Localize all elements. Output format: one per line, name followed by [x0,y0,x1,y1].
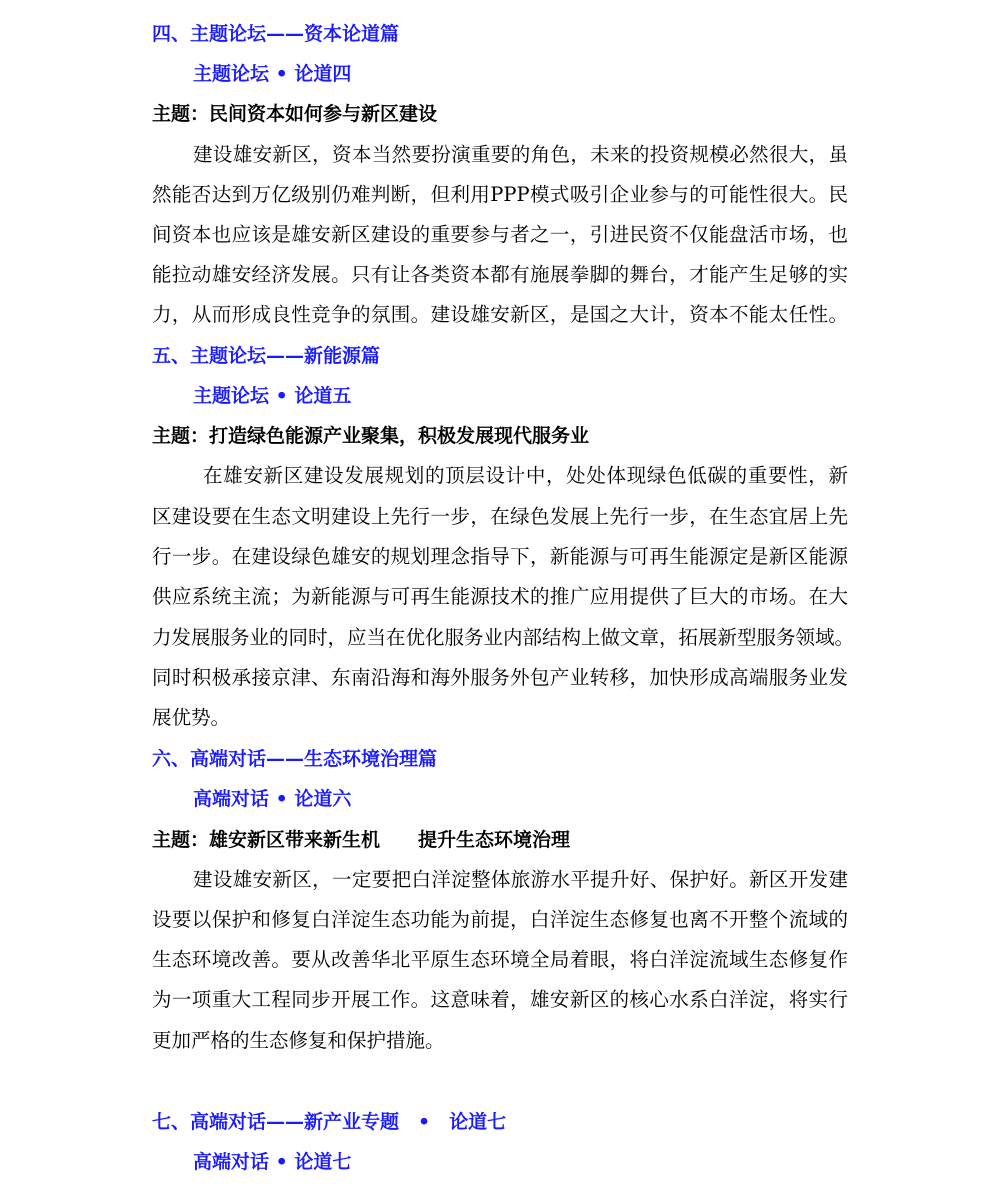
paragraph-line: 能拉动雄安经济发展。只有让各类资本都有施展拳脚的舞台，才能产生足够的实 [152,263,848,286]
paragraph-line: 在雄安新区建设发展规划的顶层设计中，处处体现绿色低碳的重要性，新 [203,464,848,487]
paragraph-line: 展优势。 [152,706,231,729]
section-heading: 四、主题论坛——资本论道篇 [152,23,400,45]
paragraph-line: 同时积极承接京津、东南沿海和海外服务外包产业转移，加快形成高端服务业发 [152,666,848,689]
paragraph-line: 行一步。在建设绿色雄安的规划理念指导下，新能源与可再生能源定是新区能源 [152,545,848,568]
theme-line: 主题：雄安新区带来新生机 提升生态环境治理 [152,829,571,851]
paragraph-line: 供应系统主流；为新能源与可再生能源技术的推广应用提供了巨大的市场。在大 [152,585,848,608]
paragraph-line: 间资本也应该是雄安新区建设的重要参与者之一，引进民资不仅能盘活市场，也 [152,223,848,246]
section-subheading: 高端对话 • 论道七 [193,1151,352,1173]
paragraph-line: 更加严格的生态修复和保护措施。 [152,1029,445,1052]
paragraph-line: 力，从而形成良性竞争的氛围。建设雄安新区，是国之大计，资本不能太任性。 [152,303,848,326]
paragraph-line: 建设雄安新区，一定要把白洋淀整体旅游水平提升好、保护好。新区开发建 [193,868,848,891]
paragraph-line: 区建设要在生态文明建设上先行一步，在绿色发展上先行一步，在生态宜居上先 [152,505,848,528]
theme-line: 主题：打造绿色能源产业聚集，积极发展现代服务业 [152,425,590,447]
paragraph-line: 然能否达到万亿级别仍难判断，但利用PPP模式吸引企业参与的可能性很大。民 [152,183,848,206]
paragraph-line: 建设雄安新区，资本当然要扮演重要的角色，未来的投资规模必然很大，虽 [193,143,848,166]
section-subheading: 主题论坛 • 论道五 [193,385,352,407]
theme-line: 主题：民间资本如何参与新区建设 [152,103,438,125]
section-subheading: 主题论坛 • 论道四 [193,63,352,85]
section-subheading: 高端对话 • 论道六 [193,788,352,810]
section-heading: 六、高端对话——生态环境治理篇 [152,748,438,770]
paragraph-line: 设要以保护和修复白洋淀生态功能为前提，白洋淀生态修复也离不开整个流域的 [152,908,848,931]
paragraph-line: 力发展服务业的同时，应当在优化服务业内部结构上做文章，拓展新型服务领域。 [152,626,855,649]
paragraph-line: 生态环境改善。要从改善华北平原生态环境全局着眼，将白洋淀流域生态修复作 [152,948,848,971]
section-heading: 五、主题论坛——新能源篇 [152,345,381,367]
paragraph-line: 为一项重大工程同步开展工作。这意味着，雄安新区的核心水系白洋淀，将实行 [152,988,848,1011]
section-heading: 七、高端对话——新产业专题 • 论道七 [152,1111,507,1133]
